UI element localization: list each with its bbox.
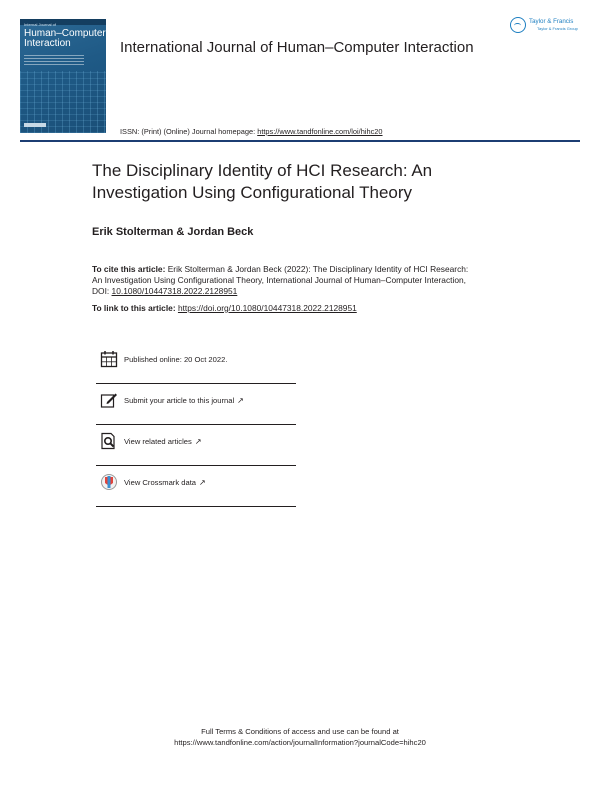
footer-terms-text: Full Terms & Conditions of access and use can be found at — [201, 727, 399, 736]
issn-line — [120, 127, 383, 136]
footer-terms-link[interactable]: https://www.tandfonline.com/action/journalInformation?journalCode=hihc20 — [174, 738, 426, 747]
publisher-name: Taylor & Francis — [529, 18, 574, 25]
cover-text-lines — [24, 55, 84, 67]
footer — [0, 726, 600, 748]
journal-title: International Journal of Human–Computer Interaction — [120, 39, 474, 56]
published-online-row — [96, 342, 296, 384]
published-online-text: Published online: 20 Oct 2022. — [124, 355, 228, 364]
cover-title-line2: Interaction — [24, 38, 71, 49]
publisher-logo — [510, 17, 582, 35]
related-articles-label: View related articles — [124, 437, 192, 446]
cite-text: Erik Stolterman & Jordan Beck (2022): The Disciplinary Identity of HCI Research: An Investigation Using Configurational Theory, International Journal of Human–Computer Interaction, DOI: — [92, 264, 469, 296]
external-link-icon: ↗︎ — [194, 437, 202, 446]
article-link-line — [92, 303, 357, 313]
publisher-logo-icon — [510, 17, 526, 33]
cover-footer-mark — [24, 123, 46, 127]
header-rule — [20, 140, 580, 142]
link-label: To link to this article: — [92, 303, 176, 313]
crossmark-label: View Crossmark data — [124, 478, 197, 487]
external-link-icon: ↗︎ — [237, 396, 244, 405]
submit-article-label: Submit your article to this journal — [124, 396, 235, 405]
journal-homepage-link[interactable]: https://www.tandfonline.com/loi/hihc20 — [257, 127, 383, 136]
related-articles-row[interactable] — [96, 424, 296, 466]
issn-prefix: ISSN: (Print) (Online) Journal homepage: — [120, 127, 256, 136]
edit-icon — [100, 391, 118, 409]
submit-article-link[interactable] — [124, 396, 244, 405]
cite-label: To cite this article: — [92, 264, 166, 274]
cover-small-text: Internal Journal of — [24, 22, 57, 27]
publisher-group: Taylor & Francis Group — [537, 26, 578, 31]
cover-title — [24, 29, 106, 49]
article-doi-url[interactable]: https://doi.org/10.1080/10447318.2022.2128951 — [177, 303, 357, 313]
article-authors: Erik Stolterman & Jordan Beck — [92, 226, 254, 238]
journal-cover — [20, 19, 106, 133]
crossmark-icon — [100, 473, 118, 491]
calendar-icon — [100, 350, 118, 368]
citation-block — [92, 264, 472, 297]
submit-article-row[interactable] — [96, 383, 296, 425]
crossmark-row[interactable] — [96, 465, 296, 507]
doi-link[interactable]: 10.1080/10447318.2022.2128951 — [111, 286, 238, 296]
article-title: The Disciplinary Identity of HCI Research: An Investigation Using Configurational Theory — [92, 161, 433, 202]
external-link-icon: ↗︎ — [199, 478, 206, 487]
crossmark-link[interactable] — [124, 478, 206, 487]
search-document-icon — [100, 432, 118, 450]
related-articles-link[interactable] — [124, 437, 202, 446]
cover-title-line1: Human–Computer — [24, 28, 106, 39]
